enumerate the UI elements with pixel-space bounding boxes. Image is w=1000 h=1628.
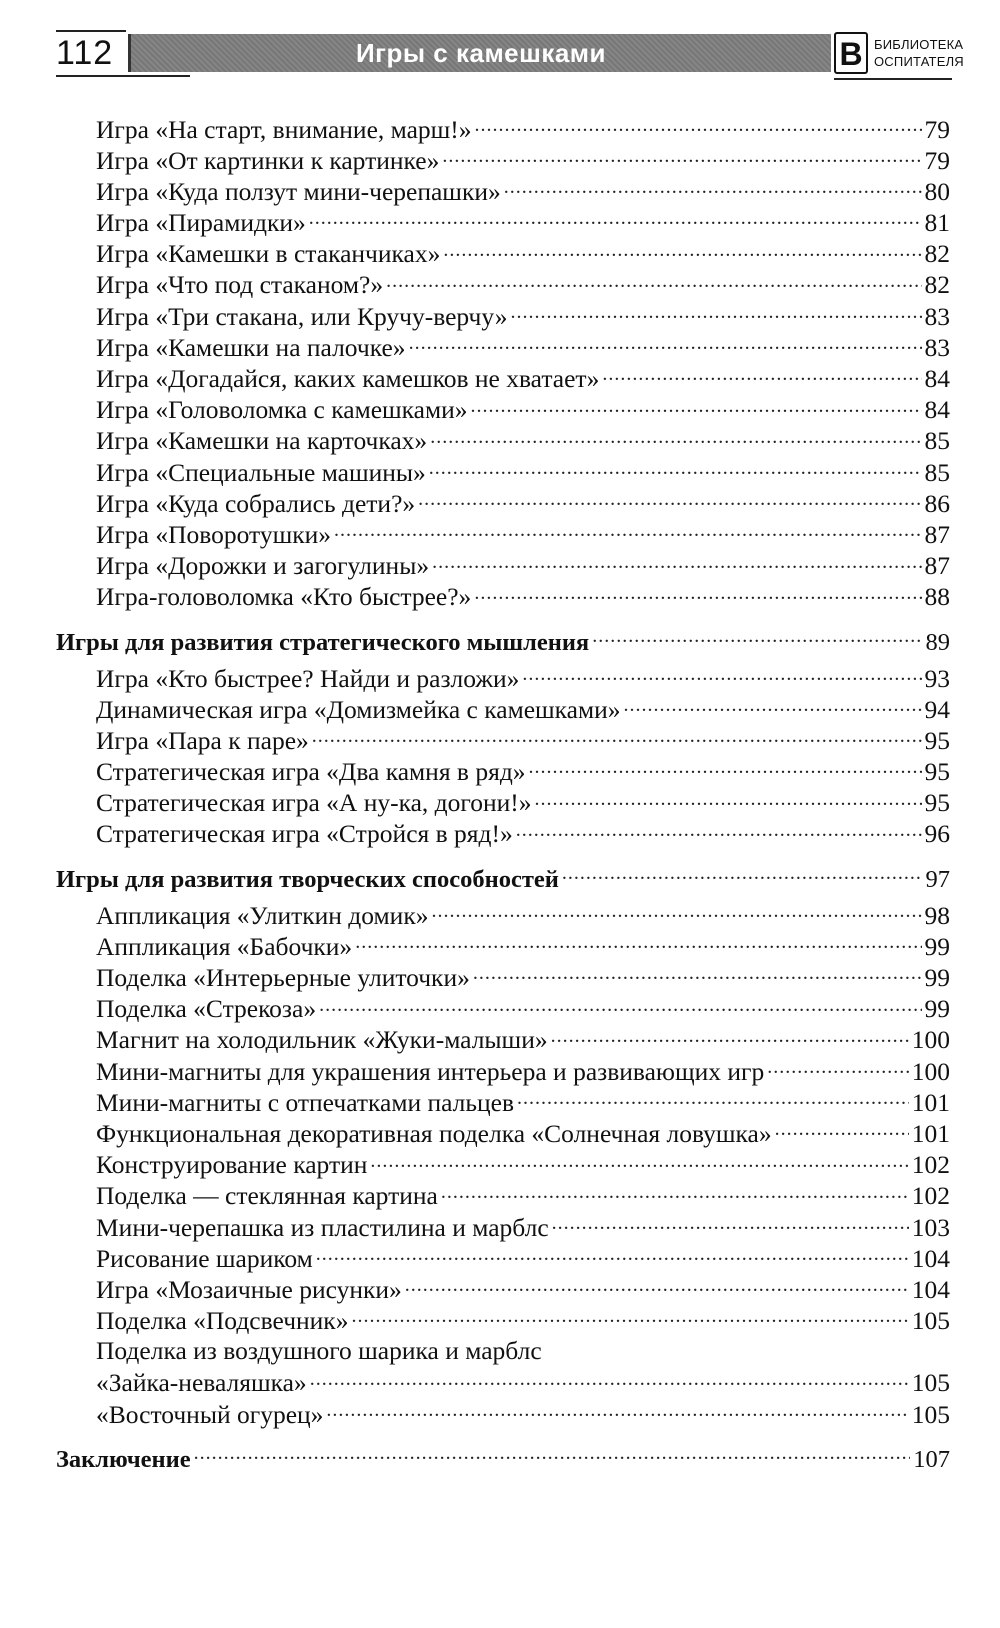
toc-item-title: Игра «Пара к паре» <box>96 725 309 755</box>
logo-letter: В <box>839 36 863 72</box>
toc-item-page: 104 <box>911 1243 950 1273</box>
toc-item-title: Игра «Специальные машины» <box>96 457 426 487</box>
toc-item <box>56 393 950 424</box>
toc-item <box>56 898 950 929</box>
toc-item-page: 99 <box>924 963 950 992</box>
toc-item-page: 79 <box>924 145 950 175</box>
toc-item-page: 101 <box>911 1118 950 1148</box>
toc-leader-dots <box>310 1366 909 1392</box>
toc-item-page: 105 <box>911 1306 950 1336</box>
toc-item-page: 99 <box>924 931 950 961</box>
toc-item-title: Игра «На старт, внимание, марш!» <box>96 114 472 144</box>
toc-item-title: Рисование шариком <box>96 1243 313 1273</box>
toc-item <box>56 692 950 723</box>
toc-item <box>56 723 950 754</box>
toc-item <box>56 486 950 517</box>
toc-item-page: 105 <box>911 1368 950 1398</box>
toc-group-2 <box>56 661 950 848</box>
toc-leader-dots <box>429 455 922 481</box>
toc-item <box>56 786 950 817</box>
toc-leader-dots <box>775 1116 909 1142</box>
toc-leader-dots <box>592 626 922 651</box>
toc-leader-dots <box>194 1443 911 1468</box>
toc-leader-dots <box>504 174 922 200</box>
toc-item-title: Игра «Поворотушки» <box>96 519 331 549</box>
toc-section-title: Игры для развития творческих способностей <box>56 866 559 894</box>
toc-item <box>56 1085 950 1116</box>
logo-line-1: БИБЛИОТЕКА <box>874 37 964 52</box>
toc-leader-dots <box>552 1210 909 1236</box>
toc-item <box>56 1054 950 1085</box>
toc-item-page: 100 <box>911 1056 950 1086</box>
toc-item-page: 95 <box>924 757 950 787</box>
toc-item-page: 96 <box>924 819 950 849</box>
header-title-bar <box>128 34 831 72</box>
toc-item <box>56 299 950 330</box>
toc-leader-dots <box>418 486 921 512</box>
toc-leader-dots <box>602 362 921 388</box>
toc-leader-dots <box>473 961 922 987</box>
toc-leader-dots <box>312 723 922 749</box>
toc-leader-dots <box>475 112 922 138</box>
toc-item-title: Игра «Догадайся, каких камешков не хватает» <box>96 364 600 393</box>
logo-text <box>874 36 964 70</box>
toc-item-page: 87 <box>924 551 950 581</box>
toc-group-3 <box>56 898 950 1335</box>
toc-item-title: Стратегическая игра «Два камня в ряд» <box>96 757 526 787</box>
logo-underline <box>834 78 952 80</box>
toc-leader-dots <box>355 929 921 955</box>
toc-item <box>56 330 950 361</box>
toc-leader-dots <box>351 1304 908 1330</box>
toc-leader-dots <box>432 549 921 575</box>
toc-item <box>56 992 950 1023</box>
toc-leader-dots <box>471 393 922 419</box>
toc-item <box>56 1179 950 1210</box>
toc-leader-dots <box>334 517 922 543</box>
toc-item-title: Игра «Три стакана, или Кручу-верчу» <box>96 301 508 331</box>
toc-item-title: «Восточный огурец» <box>96 1399 324 1429</box>
toc-leader-dots <box>443 237 921 263</box>
toc-item <box>56 929 950 960</box>
toc-item-title: Игра «Головоломка с камешками» <box>96 395 468 425</box>
toc-item-multiline-second <box>56 1366 950 1397</box>
toc-group-1 <box>56 112 950 611</box>
toc-item-page: 94 <box>924 694 950 724</box>
toc-leader-dots <box>316 1241 909 1267</box>
page-number: 112 <box>56 34 114 72</box>
toc-item-title: Поделка «Стрекоза» <box>96 994 317 1024</box>
toc-item-page: 82 <box>924 239 950 269</box>
toc-section-creative <box>56 862 950 898</box>
toc-item-multiline-first <box>56 1335 950 1366</box>
toc-leader-dots <box>767 1054 909 1080</box>
table-of-contents <box>56 112 950 1478</box>
toc-item-title: Игра «От картинки к картинке» <box>96 145 440 175</box>
toc-item <box>56 661 950 692</box>
toc-item-title: Магнит на холодильник «Жуки-малыши» <box>96 1025 548 1055</box>
toc-leader-dots <box>319 992 921 1018</box>
toc-item-page: 80 <box>924 176 950 206</box>
toc-section-conclusion <box>56 1442 950 1478</box>
toc-item-title: Игра-головоломка «Кто быстрее?» <box>96 582 472 612</box>
toc-item-title: Стратегическая игра «А ну-ка, догони!» <box>96 788 532 818</box>
toc-item-page: 87 <box>924 519 950 549</box>
toc-item-page: 99 <box>924 994 950 1024</box>
toc-leader-dots <box>441 1179 909 1205</box>
toc-item-title: Мини-магниты для украшения интерьера и развивающих игр <box>96 1056 765 1086</box>
toc-item <box>56 549 950 580</box>
toc-item-page: 85 <box>924 426 950 456</box>
toc-item-page: 79 <box>924 114 950 144</box>
toc-item <box>56 961 950 992</box>
toc-item-page: 103 <box>911 1212 950 1242</box>
toc-item-page: 100 <box>911 1025 950 1055</box>
toc-item-page: 83 <box>924 301 950 331</box>
toc-item <box>56 1210 950 1241</box>
toc-leader-dots <box>431 898 921 924</box>
header-bottom-rule <box>56 75 190 77</box>
toc-item-title: Функциональная декоративная поделка «Солнечная ловушка» <box>96 1118 772 1148</box>
toc-item-title: Аппликация «Бабочки» <box>96 931 353 961</box>
toc-item <box>56 817 950 848</box>
running-title: Игры с камешками <box>355 38 607 68</box>
logo-line-2: ОСПИТАТЕЛЯ <box>874 54 964 69</box>
toc-section-page: 107 <box>913 1446 950 1474</box>
toc-item-page: 86 <box>924 488 950 518</box>
toc-item-page: 105 <box>911 1399 950 1429</box>
toc-section-page: 89 <box>925 629 950 656</box>
logo-box <box>834 32 868 74</box>
page-header <box>56 30 964 80</box>
toc-item-last <box>56 1397 950 1428</box>
toc-leader-dots <box>562 863 923 888</box>
toc-item <box>56 206 950 237</box>
toc-item-page: 102 <box>911 1181 950 1211</box>
toc-item-page: 81 <box>924 208 950 238</box>
toc-leader-dots <box>511 299 922 325</box>
toc-item <box>56 1148 950 1179</box>
toc-item-title: Динамическая игра «Домизмейка с камешками» <box>96 694 621 724</box>
toc-item-page: 93 <box>924 663 950 693</box>
toc-section-strategic <box>56 625 950 661</box>
toc-leader-dots <box>442 143 921 169</box>
toc-item <box>56 580 950 611</box>
toc-leader-dots <box>386 268 921 294</box>
toc-section-title: Заключение <box>56 1446 191 1474</box>
toc-leader-dots <box>529 755 922 781</box>
toc-item <box>56 143 950 174</box>
toc-item <box>56 362 950 393</box>
toc-item-page: 95 <box>924 788 950 818</box>
toc-leader-dots <box>522 661 921 687</box>
toc-item <box>56 455 950 486</box>
toc-item-page: 98 <box>924 900 950 930</box>
toc-item-title: Мини-черепашка из пластилина и марблс <box>96 1212 549 1242</box>
toc-item-title: Игра «Куда ползут мини-черепашки» <box>96 176 501 206</box>
toc-item-title: Стратегическая игра «Стройся в ряд!» <box>96 819 513 849</box>
toc-item-title: Поделка — стеклянная картина <box>96 1181 438 1211</box>
toc-item-title: Игра «Камешки на палочке» <box>96 332 406 362</box>
toc-item-title: Поделка «Подсвечник» <box>96 1306 349 1336</box>
toc-item-page: 102 <box>911 1150 950 1180</box>
toc-item-page: 101 <box>911 1087 950 1117</box>
toc-item-page: 83 <box>924 332 950 362</box>
toc-leader-dots <box>409 330 922 356</box>
toc-item-page: 104 <box>911 1274 950 1304</box>
toc-leader-dots <box>517 1085 909 1111</box>
toc-item-title: Мини-магниты с отпечатками пальцев <box>96 1087 515 1117</box>
toc-leader-dots <box>551 1023 909 1049</box>
toc-section-page: 97 <box>925 866 950 894</box>
toc-leader-dots <box>474 580 921 606</box>
toc-item-page: 95 <box>924 725 950 755</box>
toc-leader-dots <box>326 1397 908 1423</box>
toc-item-title: Аппликация «Улиткин домик» <box>96 900 429 930</box>
toc-item <box>56 755 950 786</box>
toc-item <box>56 1272 950 1303</box>
toc-item <box>56 424 950 455</box>
toc-item-title: Игра «Дорожки и загогулины» <box>96 551 430 581</box>
toc-item <box>56 1116 950 1147</box>
toc-leader-dots <box>535 786 922 812</box>
toc-item-title: Поделка «Интерьерные улиточки» <box>96 963 470 992</box>
toc-item-page: 84 <box>924 395 950 425</box>
toc-leader-dots <box>370 1148 908 1174</box>
toc-item <box>56 1241 950 1272</box>
toc-item-title: Игра «Камешки в стаканчиках» <box>96 239 441 269</box>
toc-item <box>56 112 950 143</box>
toc-item-title: Игра «Кто быстрее? Найди и разложи» <box>96 663 520 693</box>
toc-leader-dots <box>430 424 921 450</box>
series-logo <box>828 32 964 78</box>
toc-item <box>56 237 950 268</box>
toc-leader-dots <box>624 692 922 718</box>
toc-item <box>56 1023 950 1054</box>
toc-leader-dots <box>309 206 922 232</box>
toc-leader-dots <box>516 817 922 843</box>
toc-item-page: 85 <box>924 457 950 487</box>
toc-item-page: 84 <box>924 364 950 393</box>
toc-item-page: 88 <box>924 582 950 612</box>
toc-item <box>56 268 950 299</box>
toc-item-title: Конструирование картин <box>96 1150 368 1180</box>
toc-item-title: Игра «Что под стаканом?» <box>96 270 384 300</box>
toc-item-title: Игра «Куда собрались дети?» <box>96 488 416 518</box>
toc-section-title: Игры для развития стратегического мышления <box>56 629 590 656</box>
toc-item <box>56 1304 950 1335</box>
toc-leader-dots <box>405 1272 909 1298</box>
toc-item-title: Игра «Мозаичные рисунки» <box>96 1274 402 1304</box>
toc-item-title: Поделка из воздушного шарика и марблс <box>96 1335 542 1365</box>
toc-item-page: 82 <box>924 270 950 300</box>
toc-item <box>56 174 950 205</box>
toc-item-title: «Зайка-неваляшка» <box>96 1368 307 1398</box>
toc-item-title: Игра «Пирамидки» <box>96 208 306 238</box>
toc-item-title: Игра «Камешки на карточках» <box>96 426 428 456</box>
toc-item <box>56 517 950 548</box>
